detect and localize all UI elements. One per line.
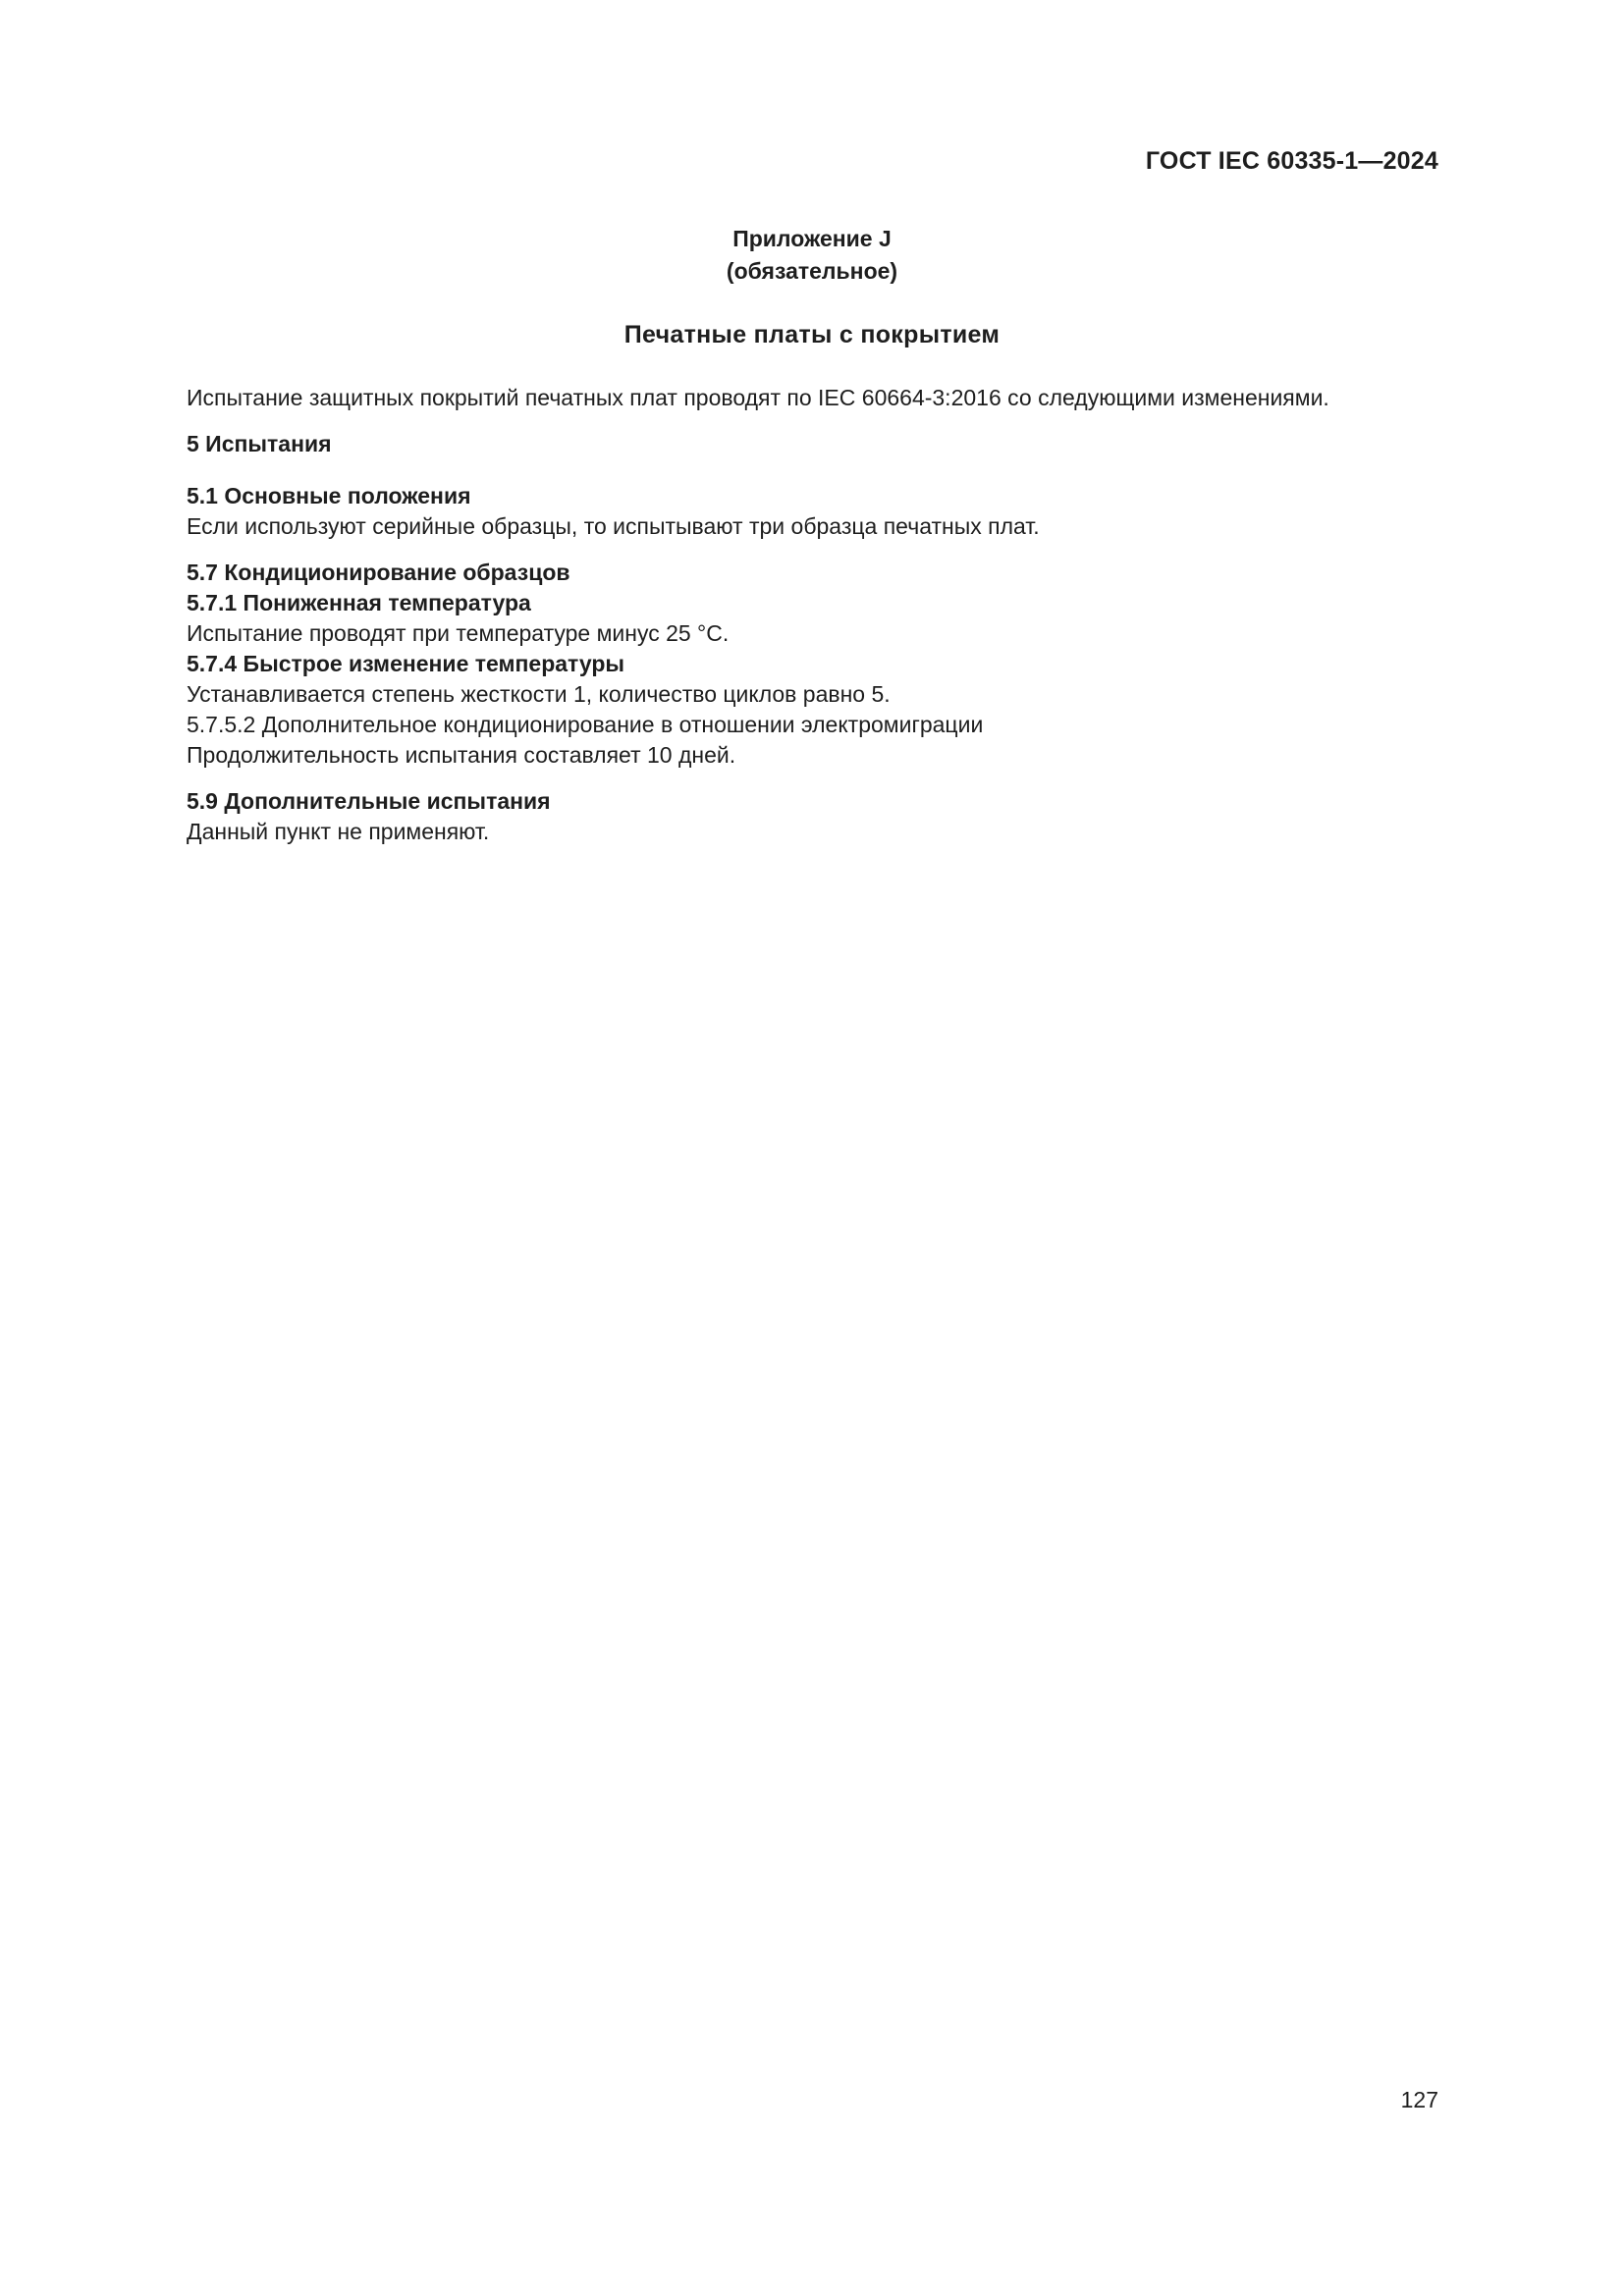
section-5-7-4-text: Устанавливается степень жесткости 1, количество циклов равно 5. [187, 681, 891, 707]
section-5-1-heading: 5.1 Основные положения [187, 483, 471, 508]
section-5-7-1-text: Испытание проводят при температуре минус 25 °С. [187, 620, 730, 646]
section-5-7-1-heading: 5.7.1 Пониженная температура [187, 590, 531, 615]
appendix-title: Печатные платы с покрытием [623, 321, 1001, 348]
standard-code: ГОСТ IEC 60335-1—2024 [1145, 147, 1438, 175]
section-5-heading: 5 Испытания [187, 431, 332, 456]
section-5-7-5-2-text: 5.7.5.2 Дополнительное кондиционирование в отношении электромиграции [187, 712, 984, 737]
appendix-label: Приложение J [732, 226, 892, 251]
section-5-7-5-2-duration: Продолжительность испытания составляет 10 дней. [187, 742, 736, 768]
intro-paragraph: Испытание защитных покрытий печатных плат проводят по IEC 60664-3:2016 со следующими изменениями. [187, 385, 1329, 410]
section-5-9-text: Данный пункт не применяют. [187, 819, 490, 844]
page-number: 127 [1400, 2087, 1438, 2112]
section-5-7-heading: 5.7 Кондиционирование образцов [187, 560, 570, 585]
document-body [187, 383, 1453, 847]
section-5-9-heading: 5.9 Дополнительные испытания [187, 788, 551, 814]
appendix-status: (обязательное) [726, 258, 898, 284]
section-5-7-4-heading: 5.7.4 Быстрое изменение температуры [187, 651, 625, 676]
section-5-1-text: Если используют серийные образцы, то испытывают три образца печатных плат. [187, 513, 1040, 539]
